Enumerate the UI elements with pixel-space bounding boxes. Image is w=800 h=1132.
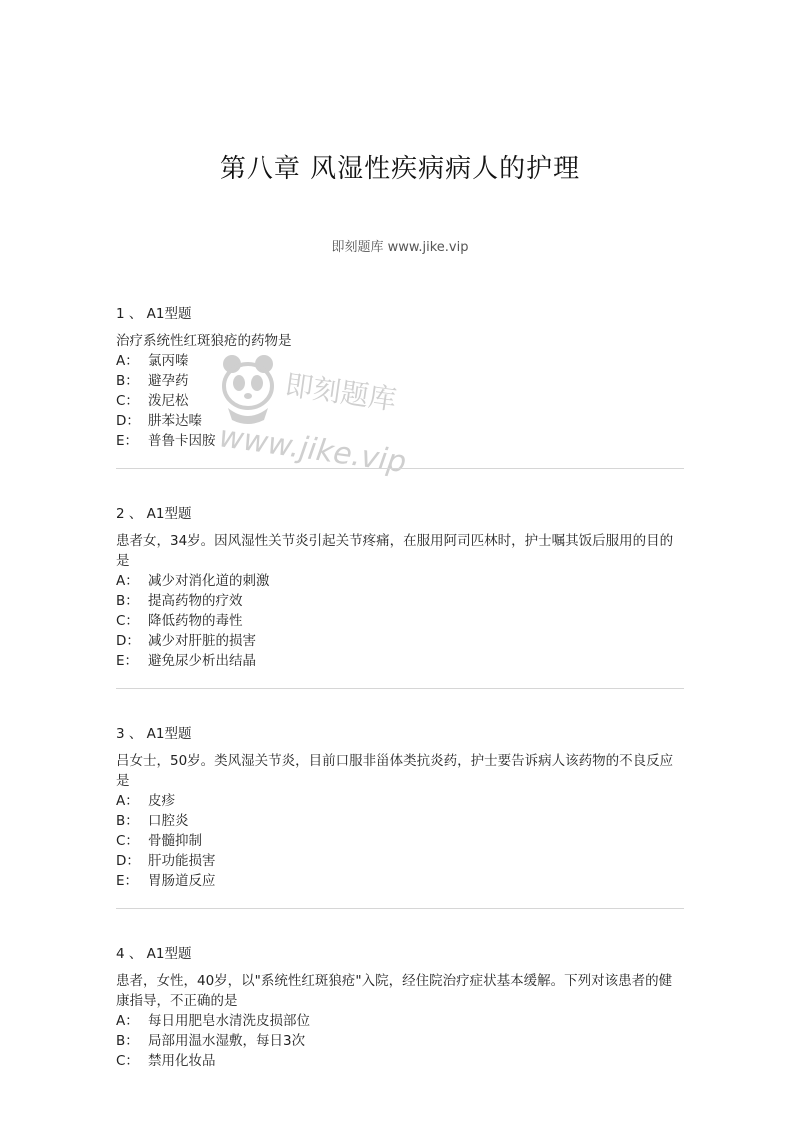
- option-text: 普鲁卡因胺: [148, 433, 216, 449]
- question-2: [116, 504, 684, 671]
- option-letter: C：: [116, 1053, 139, 1069]
- option-e[interactable]: [116, 871, 684, 891]
- option-text: 口腔炎: [148, 813, 189, 829]
- option-c[interactable]: [116, 391, 684, 411]
- question-divider: [116, 908, 684, 909]
- option-letter: A：: [116, 1013, 139, 1029]
- watermark-text-cn: 即刻题库: [283, 368, 399, 417]
- option-text: 肝功能损害: [148, 853, 216, 869]
- option-letter: E：: [116, 873, 139, 889]
- page-subtitle: 即刻题库 www.jike.vip: [331, 240, 469, 255]
- option-a[interactable]: [116, 791, 684, 811]
- page-title: 第八章 风湿性疾病病人的护理: [219, 154, 581, 184]
- option-text: 骨髓抑制: [148, 833, 202, 849]
- option-letter: E：: [116, 433, 139, 449]
- question-3: [116, 724, 684, 891]
- question-header: 3 、 A1型题: [116, 726, 192, 742]
- question-4: [116, 944, 684, 1071]
- option-letter: D：: [116, 633, 140, 649]
- option-c[interactable]: [116, 1051, 684, 1071]
- option-b[interactable]: [116, 1031, 684, 1051]
- question-stem: 治疗系统性红斑狼疮的药物是: [116, 333, 292, 349]
- question-stem: 患者，女性，40岁，以"系统性红斑狼疮"入院，经住院治疗症状基本缓解。下列对该患者的健康指导，不正确的是: [116, 973, 673, 1009]
- option-text: 避免尿少析出结晶: [148, 653, 256, 669]
- option-c[interactable]: [116, 611, 684, 631]
- option-letter: A：: [116, 353, 139, 369]
- option-text: 减少对消化道的刺激: [148, 573, 270, 589]
- option-letter: B：: [116, 373, 139, 389]
- option-text: 肼苯达嗪: [148, 413, 202, 429]
- option-letter: C：: [116, 393, 139, 409]
- option-text: 氯丙嗪: [148, 353, 189, 369]
- option-text: 提高药物的疗效: [148, 593, 243, 609]
- option-letter: D：: [116, 853, 140, 869]
- option-text: 每日用肥皂水清洗皮损部位: [148, 1013, 310, 1029]
- option-a[interactable]: [116, 571, 684, 591]
- option-text: 局部用温水湿敷，每日3次: [148, 1033, 306, 1049]
- question-divider: [116, 688, 684, 689]
- option-b[interactable]: [116, 591, 684, 611]
- option-b[interactable]: [116, 371, 684, 391]
- option-letter: C：: [116, 613, 139, 629]
- question-1: [116, 304, 684, 451]
- question-header: 2 、 A1型题: [116, 506, 192, 522]
- option-e[interactable]: [116, 651, 684, 671]
- option-text: 降低药物的毒性: [148, 613, 243, 629]
- option-text: 胃肠道反应: [148, 873, 216, 889]
- option-text: 泼尼松: [148, 393, 189, 409]
- question-header: 1 、 A1型题: [116, 306, 192, 322]
- question-stem: 吕女士，50岁。类风湿关节炎，目前口服非甾体类抗炎药，护士要告诉病人该药物的不良反应是: [116, 753, 674, 789]
- option-letter: D：: [116, 413, 140, 429]
- question-divider: [116, 468, 684, 469]
- option-a[interactable]: [116, 351, 684, 371]
- option-text: 禁用化妆品: [148, 1053, 216, 1069]
- option-text: 皮疹: [148, 793, 175, 809]
- option-c[interactable]: [116, 831, 684, 851]
- option-b[interactable]: [116, 811, 684, 831]
- option-e[interactable]: [116, 431, 684, 451]
- option-letter: C：: [116, 833, 139, 849]
- option-letter: A：: [116, 573, 139, 589]
- question-header: 4 、 A1型题: [116, 946, 192, 962]
- option-text: 避孕药: [148, 373, 189, 389]
- option-d[interactable]: [116, 851, 684, 871]
- watermark-text-url: www.jike.vip: [216, 419, 409, 480]
- question-stem: 患者女，34岁。因风湿性关节炎引起关节疼痛，在服用阿司匹林时，护士嘱其饭后服用的目的是: [116, 533, 674, 569]
- option-letter: E：: [116, 653, 139, 669]
- option-d[interactable]: [116, 411, 684, 431]
- option-a[interactable]: [116, 1011, 684, 1031]
- option-text: 减少对肝脏的损害: [148, 633, 256, 649]
- option-letter: B：: [116, 593, 139, 609]
- option-d[interactable]: [116, 631, 684, 651]
- option-letter: A：: [116, 793, 139, 809]
- option-letter: B：: [116, 813, 139, 829]
- option-letter: B：: [116, 1033, 139, 1049]
